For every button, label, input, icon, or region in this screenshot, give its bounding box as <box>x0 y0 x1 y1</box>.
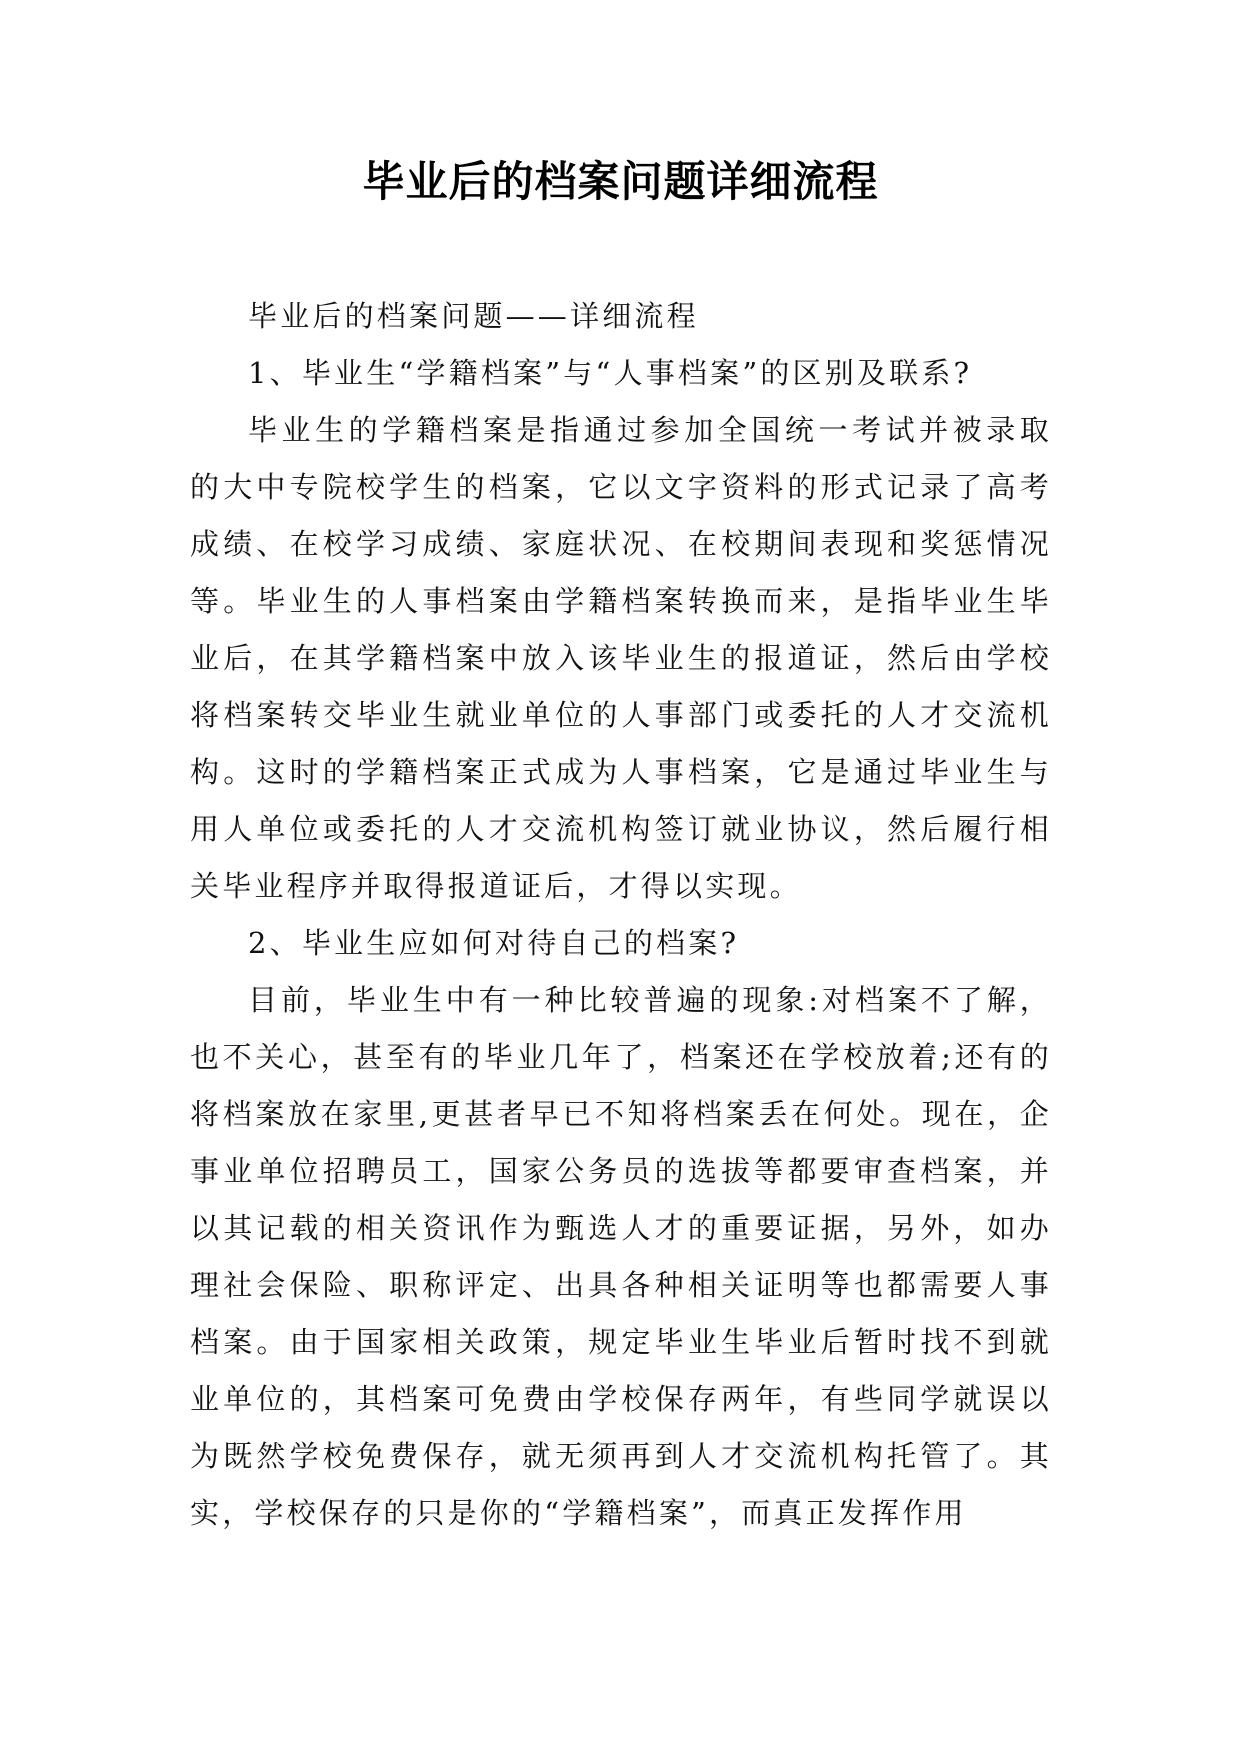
document-title: 毕业后的档案问题详细流程 <box>362 157 879 206</box>
question-2-heading: 2、毕业生应如何对待自己的档案? <box>248 926 740 960</box>
subtitle-paragraph: 毕业后的档案问题——详细流程 <box>248 299 699 333</box>
question-1-heading: 1、毕业生“学籍档案”与“人事档案”的区别及联系? <box>248 356 973 390</box>
document-body <box>190 288 1052 1542</box>
answer-2-paragraph: 目前，毕业生中有一种比较普遍的现象:对档案不了解，也不关心，甚至有的毕业几年了，档案还在学校放着;还有的将档案放在家里,更甚者早已不知将档案丢在何处。现在，企事业单位招聘员工，国家公务员的选拔等都要审查档案，并以其记载的相关资讯作为甄选人才的重要证据，另外，如办理社会保险、职称评定、出具各种相关证明等也都需要人事档案。由于国家相关政策，规定毕业生毕业后暂时找不到就业单位的，其档案可免费由学校保存两年，有些同学就误以为既然学校免费保存，就无须再到人才交流机构托管了。其实，学校保存的只是你的“学籍档案”，而真正发挥作用 <box>190 983 1052 1530</box>
answer-1-paragraph: 毕业生的学籍档案是指通过参加全国统一考试并被录取的大中专院校学生的档案，它以文字资料的形式记录了高考成绩、在校学习成绩、家庭状况、在校期间表现和奖惩情况等。毕业生的人事档案由学籍档案转换而来，是指毕业生毕业后，在其学籍档案中放入该毕业生的报道证，然后由学校将档案转交毕业生就业单位的人事部门或委托的人才交流机构。这时的学籍档案正式成为人事档案，它是通过毕业生与用人单位或委托的人才交流机构签订就业协议，然后履行相关毕业程序并取得报道证后，才得以实现。 <box>190 413 1052 903</box>
